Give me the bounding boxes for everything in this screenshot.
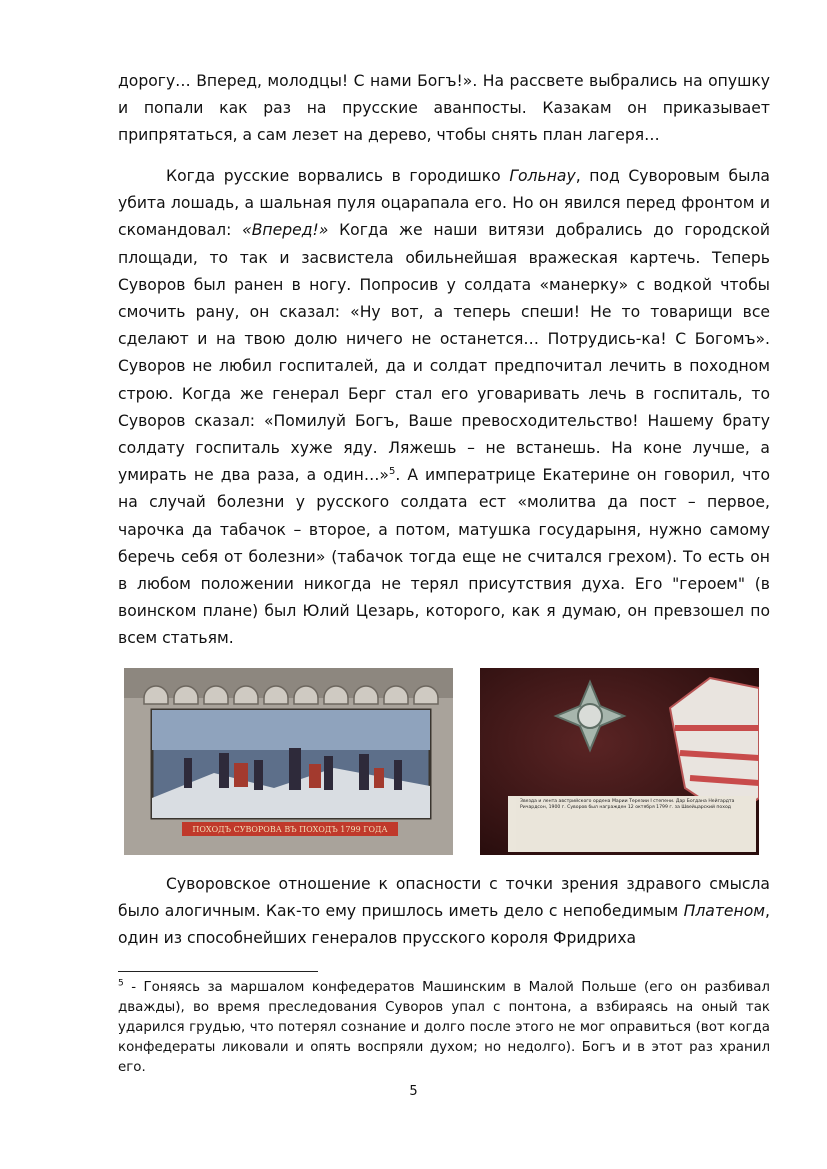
- exhibit-caption-plate: Звезда и лента австрийского ордена Марии Терезии I степени. Дар Богдана Нейгардта Ричардсон, 1900 г. Суворов был награжден 12 октября 1799 г. за Швейцарский поход: [516, 796, 756, 852]
- order-star-photo: [480, 668, 759, 855]
- page-number: 5: [409, 1084, 418, 1099]
- person-name-platen: Платеном: [683, 902, 766, 921]
- paragraph-2-text-b: , под Суворовым была убита лошадь, а шальная пуля оцарапала его. Но он явился перед фронтом и скомандовал:: [118, 167, 770, 240]
- paragraph-2: [118, 163, 770, 653]
- footnote-number: 5: [118, 978, 124, 989]
- command-forward: «Вперед!»: [242, 221, 329, 240]
- mosaic-photo: [124, 668, 453, 855]
- footnote-divider: [118, 971, 318, 972]
- paragraph-2-text-d: . А императрице Екатерине он говорил, что на случай болезни у русского солдата ест «молитва да пост – первое, чарочка да табачок – второе, а потом, матушка государыня, нужно самому беречь себя от болезни» (табачок тогда еще не считался грехом). То есть он в любом положении никогда не терял присутствия духа. Его "героем" (в воинском плане) был Юлий Цезарь, которого, как я думаю, он превзошел по всем статьям.: [118, 466, 770, 648]
- mosaic-banner-text: ПОХОДЪ СУВОРОВА ВЪ ПОХОДЪ 1799 ГОДА: [192, 825, 388, 834]
- footnote-reference[interactable]: 5: [388, 466, 396, 478]
- paragraph-1-text: дорогу… Вперед, молодцы! С нами Богъ!». На рассвете выбрались на опушку и попали как раз на прусские аванпосты. Казакам он приказывает припрятаться, а сам лезет на дерево, чтобы снять план лагеря…: [118, 72, 770, 145]
- footnote: [118, 978, 770, 1078]
- paragraph-3-text-b: , один из способнейших генералов прусского короля Фридриха: [118, 902, 770, 948]
- paragraph-1: [118, 68, 770, 150]
- footnote-text: - Гоняясь за маршалом конфедератов Машинским в Малой Польше (его он разбивал дважды), во время преследования Суворов упал с понтона, а взбираясь на оный так ударился грудью, что потерял сознание и долго после этого не мог оправиться (вот когда конфедераты ликовали и опять воспряли духом; но недолго). Богъ и в этот раз хранил его.: [118, 980, 770, 1075]
- place-name-golnau: Гольнау: [509, 167, 576, 185]
- paragraph-3-text-a: Суворовское отношение к опасности с точки зрения здравого смысла было алогичным. Как-то ему пришлось иметь дело с непобедимым: [118, 875, 770, 921]
- paragraph-2-text-c: Когда же наши витязи добрались до городской площади, то так и засвистела обильнейшая вражеская картечь. Теперь Суворов был ранен в ногу. Попросив у солдата «манерку» с водкой чтобы смочить рану, он сказал: «Ну вот, а теперь спеши! Не то товарищи все сделают и на твою долю ничего не останется… Потрудись-ка! С Богомъ». Суворов не любил госпиталей, да и солдат предпочитал лечить в походном строю. Когда же генерал Берг стал его уговаривать лечь в госпиталь, то Суворов сказал: «Помилуй Богъ, Ваше превосходительство! Нашему брату солдату госпиталь хуже яду. Ляжешь – не встанешь. На коне лучше, а умирать не два раза, а один…»: [118, 221, 770, 485]
- paragraph-3: [118, 871, 770, 953]
- paragraph-2-text-a: Когда русские ворвались в городишко: [166, 167, 510, 185]
- mosaic-illustration: [124, 668, 453, 855]
